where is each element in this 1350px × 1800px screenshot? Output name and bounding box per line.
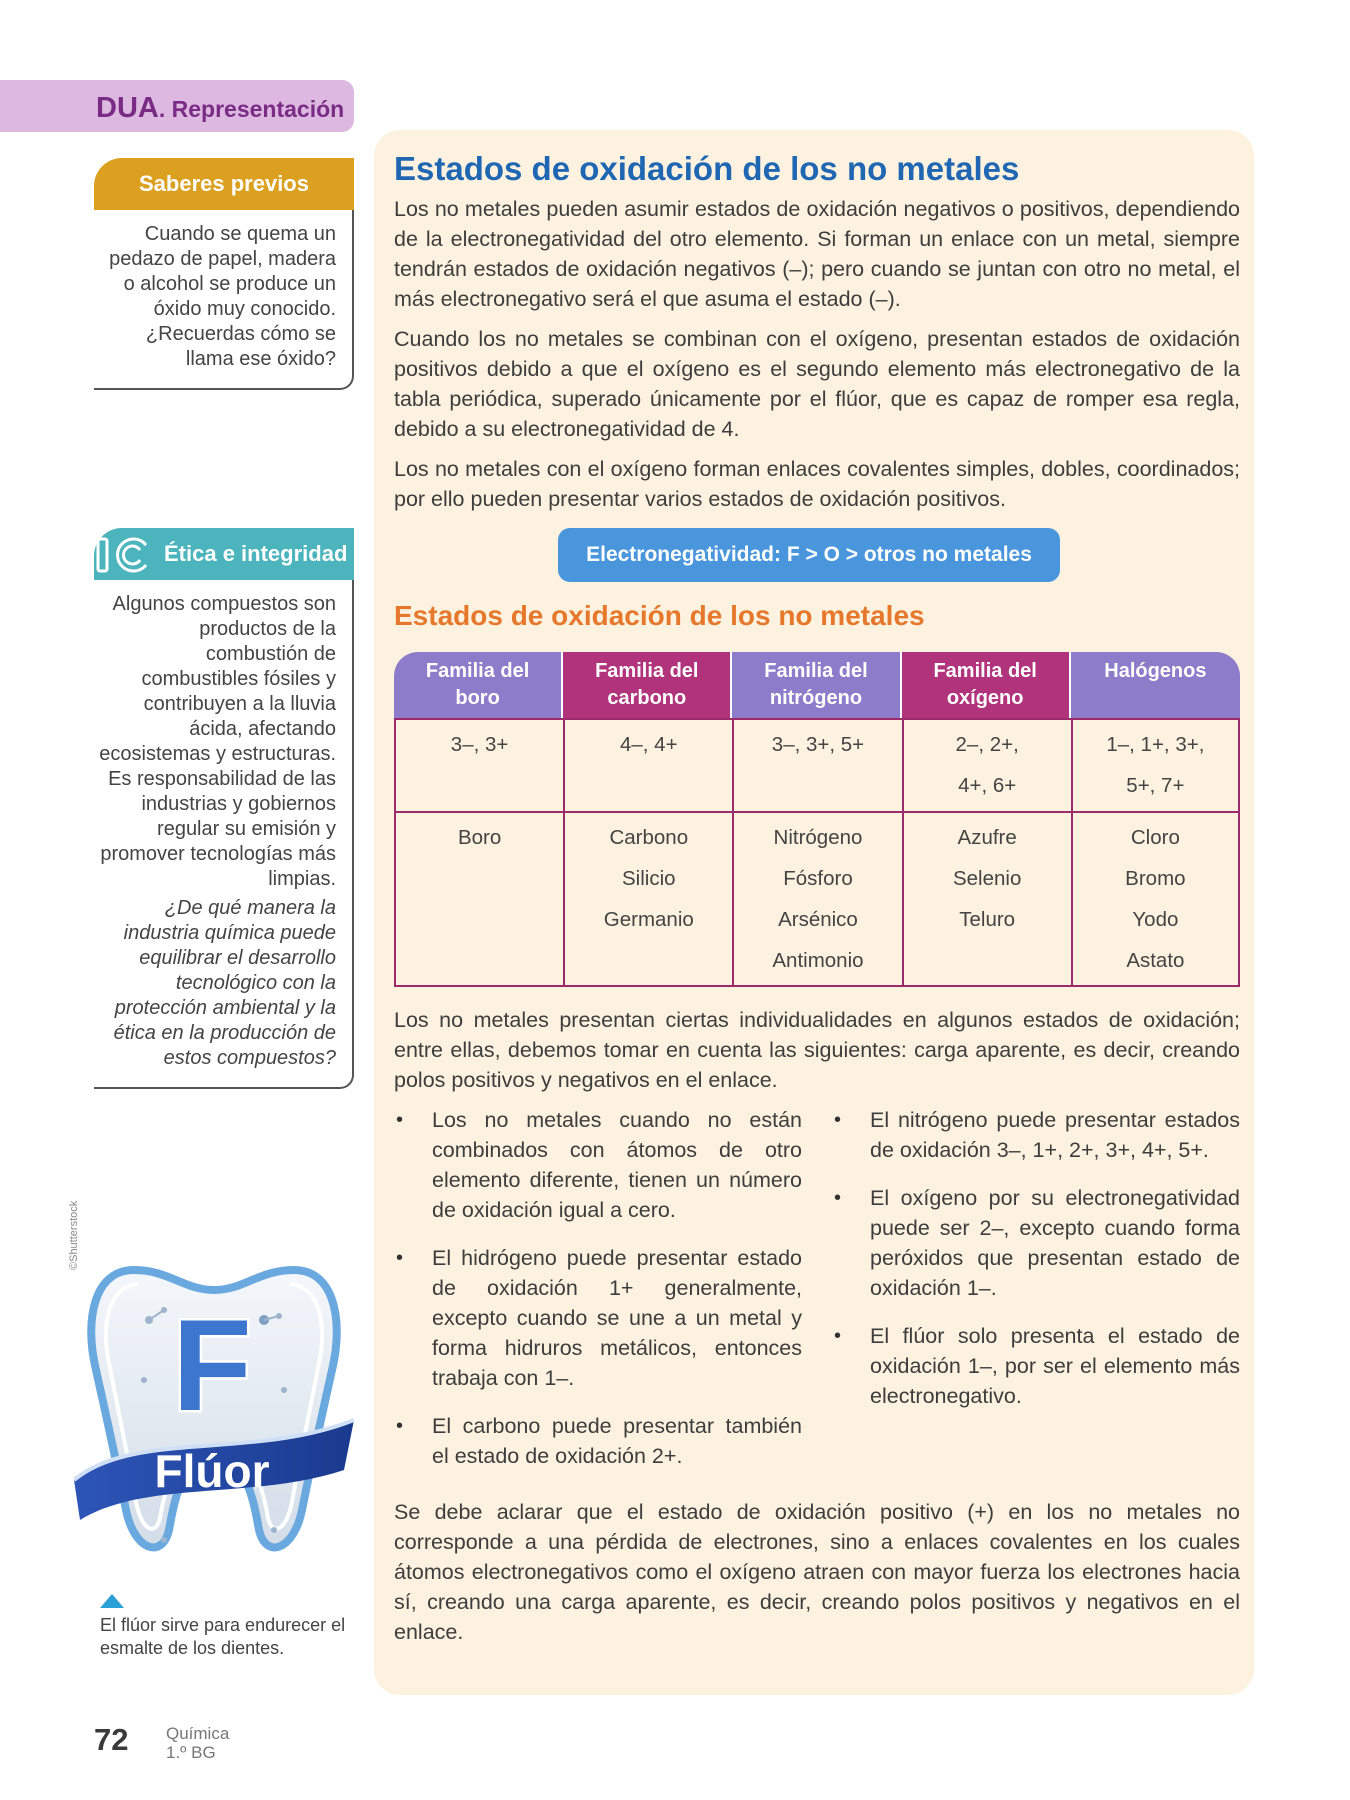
table-cell: [563, 813, 732, 987]
cell-line: Carbono: [609, 826, 689, 849]
cell-line: 3–, 3+, 5+: [771, 733, 865, 756]
cell-line: 4+, 6+: [958, 774, 1017, 797]
header-line: nitrógeno: [769, 687, 863, 709]
etica-integridad-body: [94, 580, 354, 1089]
etica-integridad-title: Ética e integridad: [164, 541, 348, 566]
table-header-row: [394, 652, 1240, 718]
header-line: Familia del: [933, 660, 1037, 682]
saberes-previos-title: Saberes previos: [139, 171, 309, 196]
list-item: • El oxígeno por su electronegatividad puede ser 2–, excepto cuando forma peróxidos que presentan estado de oxidación 1–.: [832, 1183, 1240, 1303]
list-item: • El flúor solo presenta el estado de oxidación 1–, por ser el elemento más electronegativo.: [832, 1321, 1240, 1411]
electronegativity-callout: Electronegatividad: F > O > otros no metales: [558, 528, 1060, 582]
etica-integridad-question: ¿De qué manera la industria química puede equilibrar el desarrollo tecnológico con la protección ambiental y la ética en la producción de estos compuestos?: [113, 897, 336, 1069]
cell-line: Astato: [1126, 949, 1185, 972]
table-row-states: [394, 718, 1240, 813]
cell-line: Yodo: [1132, 908, 1179, 931]
dua-subtitle: . Representación: [158, 96, 345, 122]
main-content: [394, 150, 1240, 1657]
cell-line: Azufre: [957, 826, 1017, 849]
after-table-paragraph: Los no metales presentan ciertas individualidades en algunos estados de oxidación; entre ellas, debemos tomar en cuenta las siguientes: carga aparente, es decir, creando polos positivos y negativos en el enlace.: [394, 1008, 1240, 1092]
cell-line: Antimonio: [772, 949, 864, 972]
oxidation-states-table: [394, 652, 1240, 987]
cell-line: Silicio: [622, 867, 676, 890]
image-credit: ©Shutterstock: [68, 1200, 80, 1270]
header-line: Familia del: [595, 660, 699, 682]
table-cell: [732, 718, 901, 813]
etica-integridad-box: [94, 528, 354, 1089]
cell-line: 2–, 2+,: [955, 733, 1019, 756]
saberes-previos-body: [94, 210, 354, 390]
header-line: Familia del: [425, 660, 530, 682]
bullet-column-left: [394, 1105, 802, 1489]
cell-line: Cloro: [1130, 826, 1180, 849]
cell-line: 3–, 3+: [450, 733, 509, 756]
ic-logo-icon: [96, 535, 154, 575]
paragraph: Los no metales con el oxígeno forman enlaces covalentes simples, dobles, coordinados; por ello pueden presentar varios estados de oxidación positivos.: [394, 457, 1240, 511]
cell-line: Germanio: [603, 908, 694, 931]
table-cell: [902, 813, 1071, 987]
fluor-label: Flúor: [154, 1445, 270, 1497]
header-familia-boro: [394, 652, 563, 718]
header-familia-carbono: [563, 652, 732, 718]
caption-arrow-icon: [100, 1594, 124, 1608]
saberes-previos-tab: [94, 158, 354, 210]
header-line: carbono: [607, 687, 687, 709]
dua-banner: [0, 80, 354, 132]
header-familia-nitrogeno: [732, 652, 901, 718]
table-cell: [1071, 813, 1240, 987]
cell-line: Bromo: [1125, 867, 1186, 890]
cell-line: Arsénico: [778, 908, 858, 931]
list-item: • El nitrógeno puede presentar estados de oxidación 3–, 1+, 2+, 3+, 4+, 5+.: [832, 1105, 1240, 1165]
subject-label: [166, 1724, 229, 1762]
bullet-list: [394, 1105, 802, 1471]
saberes-previos-text: Cuando se quema un pedazo de papel, madera o alcohol se produce un óxido muy conocido. ¿Recuerdas cómo se llama ese óxido?: [109, 223, 336, 370]
header-line: oxígeno: [946, 687, 1024, 709]
cell-line: Fósforo: [783, 867, 853, 890]
page-number: 72: [94, 1722, 129, 1757]
cell-line: 4–, 4+: [619, 733, 678, 756]
closing-paragraph: Se debe aclarar que el estado de oxidación positivo (+) en los no metales no corresponde a una pérdida de electrones, sino a enlaces covalentes en los cuales átomos electronegativos como el oxígeno atraen con mayor fuerza los electrones hacia sí, creando una carga aparente, es decir, creando polos positivos y negativos en el enlace.: [394, 1500, 1240, 1644]
page-title: Estados de oxidación de los no metales: [394, 150, 1020, 187]
header-familia-oxigeno: [902, 652, 1071, 718]
table-cell: [563, 718, 732, 813]
bullet-list: [832, 1105, 1240, 1411]
saberes-previos-box: [94, 158, 354, 390]
paragraph: Cuando los no metales se combinan con el oxígeno, presentan estados de oxidación positivos debido a que el oxígeno es el segundo elemento más electronegativo de la tabla periódica, superado únicamente por el flúor, que es capaz de romper esa regla, debido a su electronegatividad de 4.: [394, 327, 1240, 441]
tooth-fluor-illustration: [74, 1250, 354, 1580]
cell-line: 5+, 7+: [1126, 774, 1185, 797]
header-line: Familia del: [764, 660, 868, 682]
cell-line: Boro: [457, 826, 502, 849]
cell-line: Nitrógeno: [773, 826, 863, 849]
table-cell: [394, 718, 563, 813]
header-line: boro: [455, 687, 500, 709]
subject-grade: 1.º BG: [166, 1743, 216, 1762]
dua-label: DUA: [96, 92, 159, 124]
bullet-columns: [394, 1105, 1240, 1489]
table-cell: [1071, 718, 1240, 813]
image-caption: El flúor sirve para endurecer el esmalte de los dientes.: [100, 1615, 346, 1658]
subject-name: Química: [166, 1724, 230, 1743]
list-item: • El hidrógeno puede presentar estado de oxidación 1+ generalmente, excepto cuando se une a un metal y forma hidruros metálicos, entonces trabaja con 1–.: [394, 1243, 802, 1393]
cell-line: Teluro: [959, 908, 1016, 931]
table-row-elements: [394, 813, 1240, 987]
paragraph: Los no metales pueden asumir estados de oxidación negativos o positivos, dependiendo de la electronegatividad del otro elemento. Si forman un enlace con un metal, siempre tendrán estados de oxidación negativos (–); pero cuando se juntan con otro no metal, el más electronegativo será el que asuma el estado (–).: [394, 197, 1240, 311]
list-item: • Los no metales cuando no están combinados con átomos de otro elemento diferente, tienen un número de oxidación igual a cero.: [394, 1105, 802, 1225]
header-halogenos: [1071, 652, 1240, 718]
etica-integridad-text: Algunos compuestos son productos de la combustión de combustibles fósiles y contribuyen a la lluvia ácida, afectando ecosistemas y estructuras. Es responsabilidad de las industrias y gobiernos regular su emisión y promover tecnologías más limpias.: [99, 593, 336, 890]
table-cell: [394, 813, 563, 987]
etica-integridad-tab: [94, 528, 354, 580]
list-item: • El carbono puede presentar también el estado de oxidación 2+.: [394, 1411, 802, 1471]
table-title: Estados de oxidación de los no metales: [394, 600, 925, 631]
table-cell: [902, 718, 1071, 813]
bullet-column-right: [832, 1105, 1240, 1489]
table-cell: [732, 813, 901, 987]
fluor-letter: F: [172, 1292, 252, 1438]
cell-line: Selenio: [952, 867, 1022, 890]
header-line: Halógenos: [1104, 660, 1207, 682]
cell-line: 1–, 1+, 3+,: [1106, 733, 1205, 756]
